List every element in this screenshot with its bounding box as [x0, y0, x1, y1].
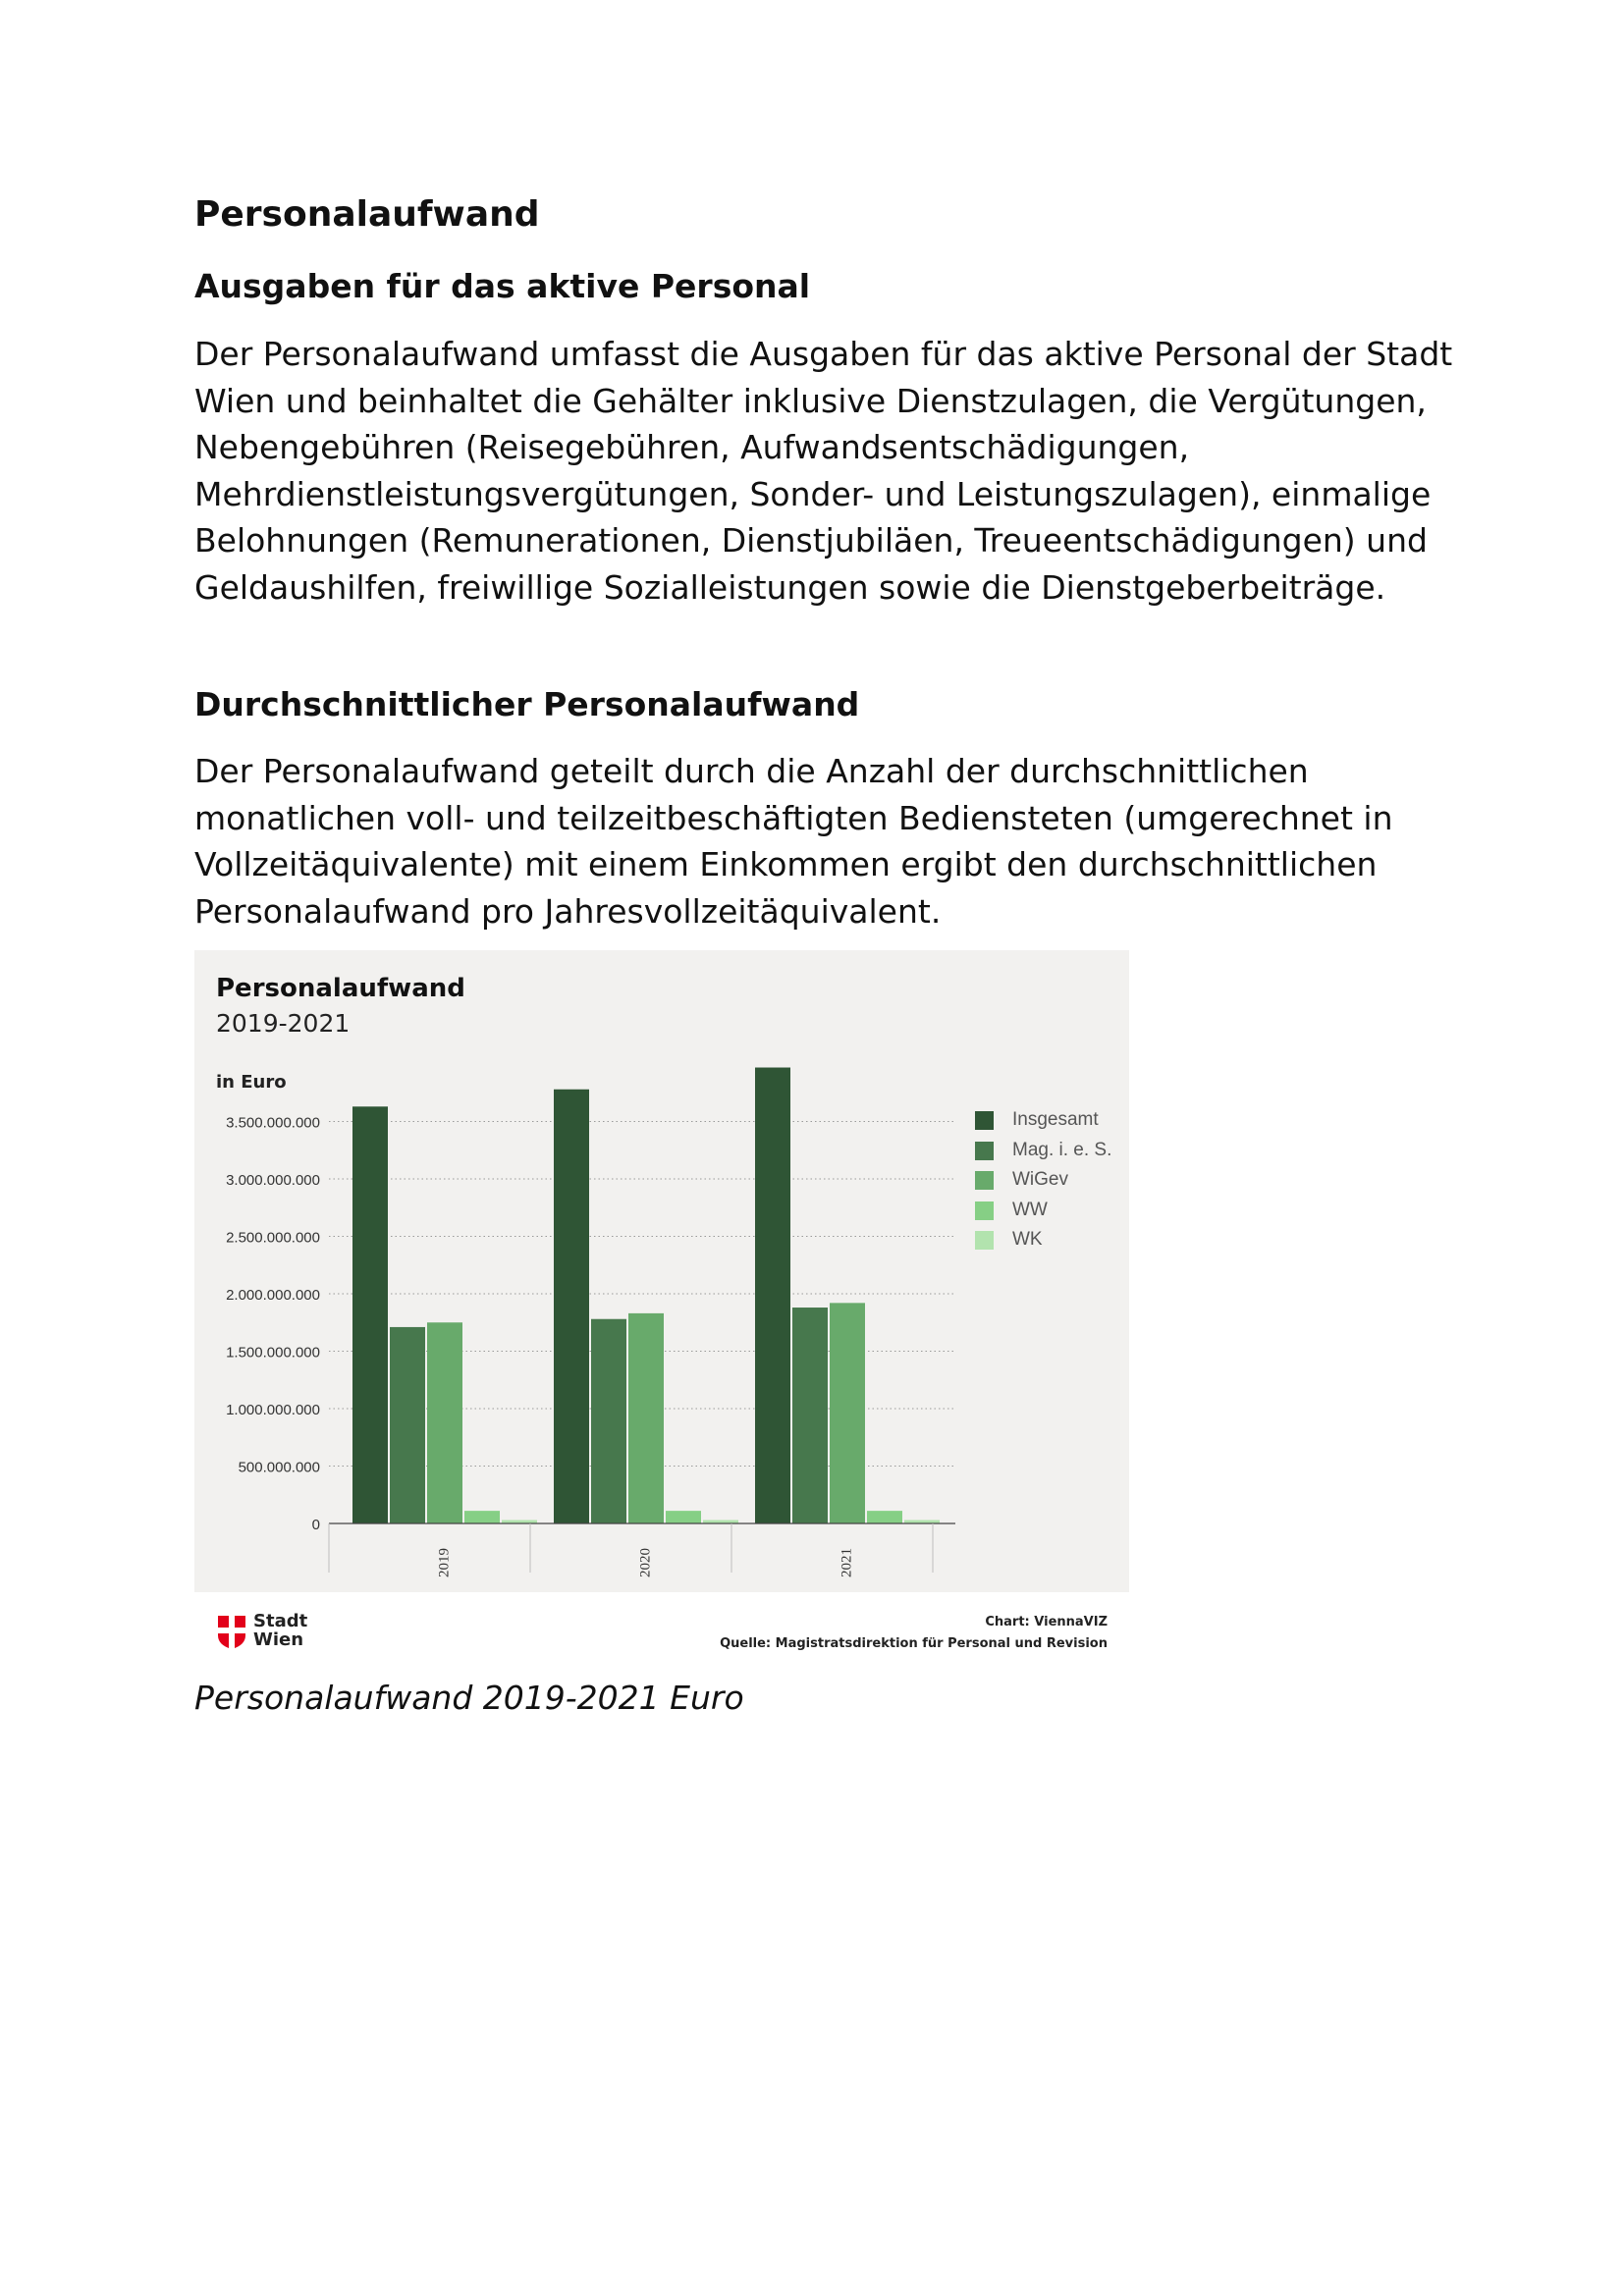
bar-2019-ww	[464, 1511, 500, 1523]
page-heading: Personalaufwand	[194, 194, 540, 235]
y-tick-label: 1.000.000.000	[226, 1402, 320, 1418]
section-paragraph-average-cost: Der Personalaufwand geteilt durch die Anzahl der durchschnittlichen monatlichen voll- und teilzeitbeschäftigten Bediensteten (umgerechnet in Vollzeitäquivalente) mit einem Einkommen ergibt den durchschnittlichen Personalaufwand pro Jahresvollzeitäquivalent.	[194, 752, 1393, 931]
bar-2020-ww	[666, 1511, 701, 1523]
figure-caption: Personalaufwand 2019-2021 Euro	[194, 1679, 744, 1717]
legend-label: WK	[1012, 1229, 1043, 1250]
bar-chart	[194, 950, 1129, 1592]
bar-2020-wigev	[628, 1313, 664, 1523]
logo-text-stadt: Stadt	[253, 1611, 308, 1631]
y-tick-label: 500.000.000	[238, 1459, 320, 1476]
chart-y-unit-label: in Euro	[216, 1072, 287, 1093]
logo-text-wien: Wien	[253, 1629, 304, 1650]
chart-panel	[194, 950, 1129, 1592]
chart-footer	[194, 1608, 1129, 1657]
y-tick-label: 1.500.000.000	[226, 1344, 320, 1362]
chart-title: Personalaufwand	[216, 974, 465, 1003]
bar-2021-ww	[867, 1511, 902, 1523]
bar-2019-insgesamt	[352, 1106, 388, 1523]
bar-2019-wigev	[427, 1322, 462, 1523]
credit-source: Quelle: Magistratsdirektion für Personal und Revision	[720, 1636, 1108, 1651]
y-tick-label: 3.500.000.000	[226, 1114, 320, 1132]
legend-swatch	[975, 1111, 994, 1130]
credit-chart: Chart: ViennaVIZ	[985, 1615, 1108, 1629]
chart-subtitle: 2019-2021	[216, 1009, 351, 1038]
legend-swatch	[975, 1231, 994, 1250]
legend-swatch	[975, 1142, 994, 1160]
y-tick-label: 2.000.000.000	[226, 1287, 320, 1304]
bar-2020-insgesamt	[554, 1090, 589, 1523]
y-tick-label: 2.500.000.000	[226, 1229, 320, 1247]
bar-2019-mag-i-e-s	[390, 1327, 425, 1523]
x-tick-label-2020: 2020	[637, 1548, 654, 1577]
x-tick-label-2019: 2019	[436, 1548, 453, 1577]
y-tick-label: 3.000.000.000	[226, 1172, 320, 1189]
section-paragraph-active-staff: Der Personalaufwand umfasst die Ausgaben für das aktive Personal der Stadt Wien und beinhaltet die Gehälter inklusive Dienstzulagen, die Vergütungen, Nebengebühren (Reisegebühren, Aufwandsentschädigungen, Mehrdienstleistungsvergütungen, Sonder- und Leistungszulagen), einmalige Belohnungen (Remunerationen, Dienstjubiläen, Treueentschädigungen) und Geldaushilfen, freiwillige Sozialleistungen sowie die Dienstgeberbeiträge.	[194, 335, 1453, 607]
bar-2020-mag-i-e-s	[591, 1319, 626, 1523]
legend-swatch	[975, 1171, 994, 1190]
bar-2021-mag-i-e-s	[792, 1308, 828, 1523]
legend-label: Mag. i. e. S.	[1012, 1139, 1112, 1160]
y-tick-label: 0	[311, 1517, 320, 1533]
section-title-average-cost: Durchschnittlicher Personalaufwand	[194, 685, 860, 723]
vienna-shield-logo-icon	[218, 1616, 245, 1649]
section-title-active-staff: Ausgaben für das aktive Personal	[194, 267, 811, 305]
x-tick-label-2021: 2021	[839, 1548, 855, 1577]
legend-label: WW	[1012, 1199, 1048, 1220]
legend-label: WiGev	[1012, 1169, 1068, 1190]
legend-label: Insgesamt	[1012, 1109, 1099, 1130]
legend-swatch	[975, 1201, 994, 1220]
bar-2021-wigev	[830, 1303, 865, 1523]
logo-text	[253, 1612, 307, 1649]
chart-credits	[720, 1612, 1108, 1655]
bar-2021-insgesamt	[755, 1068, 790, 1523]
